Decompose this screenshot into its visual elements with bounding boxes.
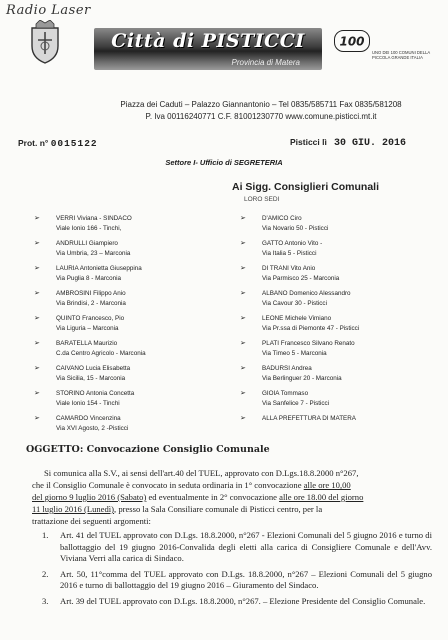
- recipient-address: Via Timeo 5 - Marconia: [262, 350, 327, 357]
- agenda-item-number: 2.: [42, 568, 49, 579]
- address-line-1: Piazza dei Caduti – Palazzo Giannantonio – Tel 0835/585711 Fax 0835/581208: [120, 100, 402, 109]
- body-line-2: che il Consiglio Comunale è convocato in seduta ordinaria in 1° convocazione alle ore 10,00: [32, 480, 351, 490]
- logo-text: 100: [339, 34, 365, 49]
- recipient-name: ➢ BADURSI Andrea: [240, 365, 312, 372]
- agenda-item: [32, 596, 432, 608]
- recipient-name: ➢ LAURIA Antonietta Giuseppina: [34, 265, 142, 272]
- recipients-subtitle: LORO SEDI: [244, 196, 280, 203]
- recipient-name: ➢ AMBROSINI Filippo Anio: [34, 290, 126, 297]
- subject-line: OGGETTO: Convocazione Consiglio Comunale: [26, 444, 270, 455]
- recipient-address: Via Umbria, 23 – Marconia: [56, 250, 131, 257]
- recipient-address: Via Sanfelice 7 - Pisticci: [262, 400, 330, 407]
- recipient-address: Via Liguria – Marconia: [56, 325, 119, 332]
- bullet-arrow-icon: ➢: [34, 415, 40, 422]
- body-line-5: trattazione dei seguenti argomenti:: [32, 516, 151, 526]
- city-crest-icon: [28, 20, 62, 64]
- recipient-name: ➢ BARATELLA Maurizio: [34, 340, 118, 347]
- recipient-address: Via Puglia 8 - Marconia: [56, 275, 121, 282]
- recipient-name: ➢ DI TRANI Vito Anio: [240, 265, 316, 272]
- bullet-arrow-icon: ➢: [34, 240, 40, 247]
- handwritten-note: Radio Laser: [6, 3, 91, 18]
- recipient-address: Via Berlinguer 20 - Marconia: [262, 375, 342, 382]
- recipient-address: Via Sicilia, 15 - Marconia: [56, 375, 126, 382]
- agenda-list: [32, 530, 432, 611]
- recipient-address: Via Cavour 30 - Pisticci: [262, 300, 327, 307]
- protocol-number: 0015122: [50, 138, 98, 149]
- bullet-arrow-icon: ➢: [240, 265, 246, 272]
- bullet-arrow-icon: ➢: [34, 315, 40, 322]
- body-line-3: del giorno 9 luglio 2016 (Sabato) ed eventualmente in 2° convocazione alle ore 18.00 del giorno: [32, 492, 364, 502]
- date-stamp: 30 GIU. 2016: [333, 138, 406, 149]
- bullet-arrow-icon: ➢: [34, 290, 40, 297]
- recipient-name: ➢ STORINO Antonia Concetta: [34, 390, 135, 397]
- protocol-field: [18, 138, 98, 149]
- recipient-name: ➢ CAMARDO Vincenzina: [34, 415, 121, 422]
- recipient-address: C.da Centro Agricolo - Marconia: [56, 350, 146, 357]
- bullet-arrow-icon: ➢: [240, 215, 246, 222]
- recipient-address: Via Brindisi, 2 - Marconia: [56, 300, 126, 307]
- logo-100-comuni-icon: [334, 30, 370, 52]
- agenda-item-text: Art. 39 del TUEL approvato con D.Lgs. 18.8.2000, n°267. – Elezione Presidente del Consiglio Comunale.: [60, 595, 426, 606]
- address-line-2: P. Iva 00116240771 C.F. 81001230770 www.comune.pisticci.mt.it: [145, 112, 377, 121]
- recipient-name: ➢ ANDRULLI Giampiero: [34, 240, 118, 247]
- bullet-arrow-icon: ➢: [240, 315, 246, 322]
- recipients-left-column: [34, 214, 146, 439]
- body-line-4: 11 luglio 2016 (Lunedì), presso la Sala Consiliare comunale di Pisticci centro, per la: [32, 504, 323, 514]
- bullet-arrow-icon: ➢: [34, 340, 40, 347]
- recipient-address: [262, 424, 359, 434]
- bullet-arrow-icon: ➢: [240, 340, 246, 347]
- body-line-1: Si comunica alla S.V., ai sensi dell'art.40 del TUEL, approvato con D.Lgs.18.8.2000 n°267,: [44, 468, 359, 478]
- recipient-name: ➢ ALLA PREFETTURA DI MATERA: [240, 415, 357, 422]
- recipient-address: Via XVI Agosto, 2 -Pisticci: [56, 425, 129, 432]
- recipient-address: Via Novario 50 - Pisticci: [262, 225, 329, 232]
- place-label: Pisticci lì: [290, 137, 327, 147]
- settore-label: Settore I- Ufficio di SEGRETERIA: [165, 158, 283, 167]
- recipients-title: Ai Sigg. Consiglieri Comunali: [232, 181, 380, 193]
- recipient-name: ➢ GATTO Antonio Vito -: [240, 240, 323, 247]
- bullet-arrow-icon: ➢: [240, 365, 246, 372]
- agenda-item-text: Art. 50, 11°comma del TUEL approvato con D.Lgs. 18.8.2000, n°267 – Elezioni Comunali del 5 giugno 2016 e turno di ballottaggio del 19 giugno 2016 – Giuramento del Sindaco.: [60, 568, 432, 590]
- agenda-item: [32, 530, 432, 565]
- recipient-name: ➢ CAIVANO Lucia Elisabetta: [34, 365, 131, 372]
- recipient-address: Viale Ionio 154 - Tinchi: [56, 400, 120, 407]
- recipient-name: ➢ VERRI Viviana - SINDACO: [34, 215, 132, 222]
- recipient-address: Via Pr.ssa di Piemonte 47 - Pisticci: [262, 325, 360, 332]
- bullet-arrow-icon: ➢: [34, 390, 40, 397]
- recipient-address: Via Parmisco 25 - Marconia: [262, 275, 340, 282]
- agenda-item-number: 1.: [42, 530, 49, 540]
- city-banner: [94, 28, 322, 70]
- bullet-arrow-icon: ➢: [34, 215, 40, 222]
- bullet-arrow-icon: ➢: [34, 365, 40, 372]
- body-paragraph: [32, 467, 432, 527]
- bullet-arrow-icon: ➢: [34, 265, 40, 272]
- bullet-arrow-icon: ➢: [240, 390, 246, 397]
- recipient-name: ➢ LEONE Michele Vimiano: [240, 315, 332, 322]
- recipient-name: ➢ QUINTO Francesco, Pio: [34, 315, 125, 322]
- protocol-label: Prot. n°: [18, 138, 49, 148]
- recipient-name: ➢ ALBANO Domenico Alessandro: [240, 290, 351, 297]
- recipients-right-column: [240, 214, 360, 439]
- agenda-item-text: Art. 41 del TUEL approvato con D.Lgs. 18.8.2000, n°267 - Elezioni Comunali del 5 giugno 2016 e turno di ballottaggio del 19 giugno 2016-Convalida degli eletti alla carica di Consigliere Comunale e dell'Avv. Viviana Verri alla carica di Sindaco.: [60, 530, 432, 563]
- province-label: Provincia di Matera: [231, 58, 300, 67]
- bullet-arrow-icon: ➢: [240, 290, 246, 297]
- agenda-item: [32, 569, 432, 592]
- recipient-name: ➢ PLATI Francesco Silvano Renato: [240, 340, 355, 347]
- logo-caption: UNO DEI 100 COMUNI DELLA PICCOLA GRANDE ITALIA: [372, 50, 430, 60]
- recipient-name: ➢ D'AMICO Ciro: [240, 215, 302, 222]
- bullet-arrow-icon: ➢: [240, 240, 246, 247]
- recipient-name: ➢ GIOIA Tommaso: [240, 390, 309, 397]
- agenda-item-number: 3.: [42, 595, 49, 606]
- city-title: Città di PISTICCI: [111, 30, 305, 52]
- recipient-address: Viale Ionio 166 - Tinchi,: [56, 225, 122, 232]
- bullet-arrow-icon: ➢: [240, 415, 246, 422]
- date-field: [290, 137, 406, 149]
- recipient-address: Via Italia 5 - Pisticci: [262, 250, 317, 257]
